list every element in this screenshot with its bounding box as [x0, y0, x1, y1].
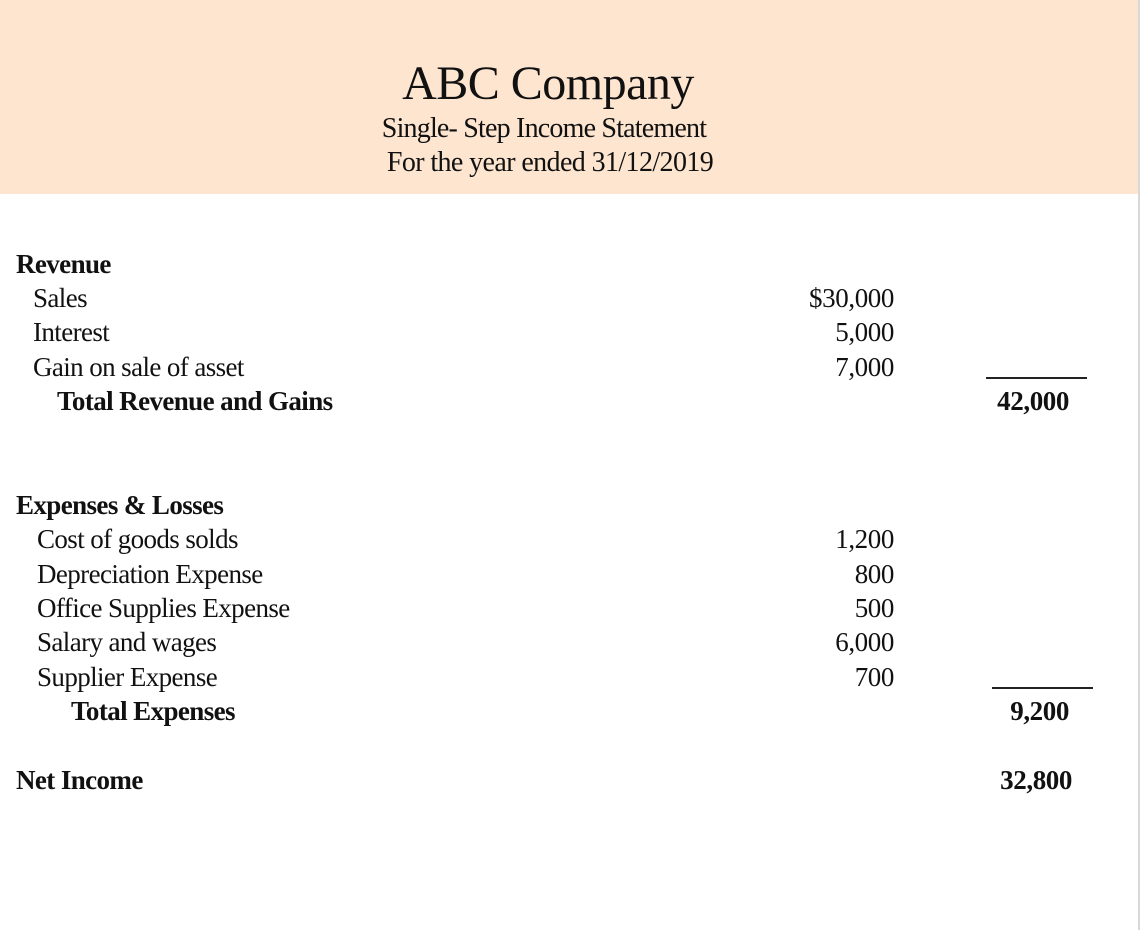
expense-item-amount: 500	[854, 593, 894, 623]
net-income-label: Net Income	[16, 765, 143, 795]
statement-header	[0, 0, 1138, 194]
expenses-heading: Expenses & Losses	[16, 490, 224, 520]
expense-item-amount: 1,200	[835, 524, 894, 554]
expense-item-label: Cost of goods solds	[37, 524, 238, 554]
revenue-total-amount: 42,000	[997, 386, 1069, 416]
revenue-total-rule	[986, 377, 1087, 379]
revenue-item-amount: $30,000	[809, 283, 894, 313]
revenue-total-label: Total Revenue and Gains	[57, 386, 333, 416]
expense-item-label: Office Supplies Expense	[37, 593, 290, 623]
expenses-total-label: Total Expenses	[71, 696, 235, 726]
revenue-item-label: Sales	[33, 283, 87, 313]
expenses-total-rule	[992, 687, 1093, 689]
expense-item-label: Depreciation Expense	[37, 559, 263, 589]
net-income-amount: 32,800	[1000, 765, 1072, 795]
revenue-item-amount: 7,000	[835, 352, 894, 382]
expense-item-amount: 6,000	[835, 627, 894, 657]
revenue-item-label: Gain on sale of asset	[33, 352, 244, 382]
revenue-item-amount: 5,000	[835, 317, 894, 347]
expense-item-label: Supplier Expense	[37, 662, 218, 692]
statement-title: Single- Step Income Statement	[381, 113, 707, 144]
revenue-heading: Revenue	[16, 249, 111, 279]
statement-period: For the year ended 31/12/2019	[386, 147, 714, 178]
expenses-total-amount: 9,200	[1010, 696, 1069, 726]
expense-item-label: Salary and wages	[37, 627, 217, 657]
expense-item-amount: 800	[854, 559, 894, 589]
company-name: ABC Company	[402, 57, 694, 110]
expense-item-amount: 700	[854, 662, 894, 692]
revenue-item-label: Interest	[33, 317, 110, 347]
